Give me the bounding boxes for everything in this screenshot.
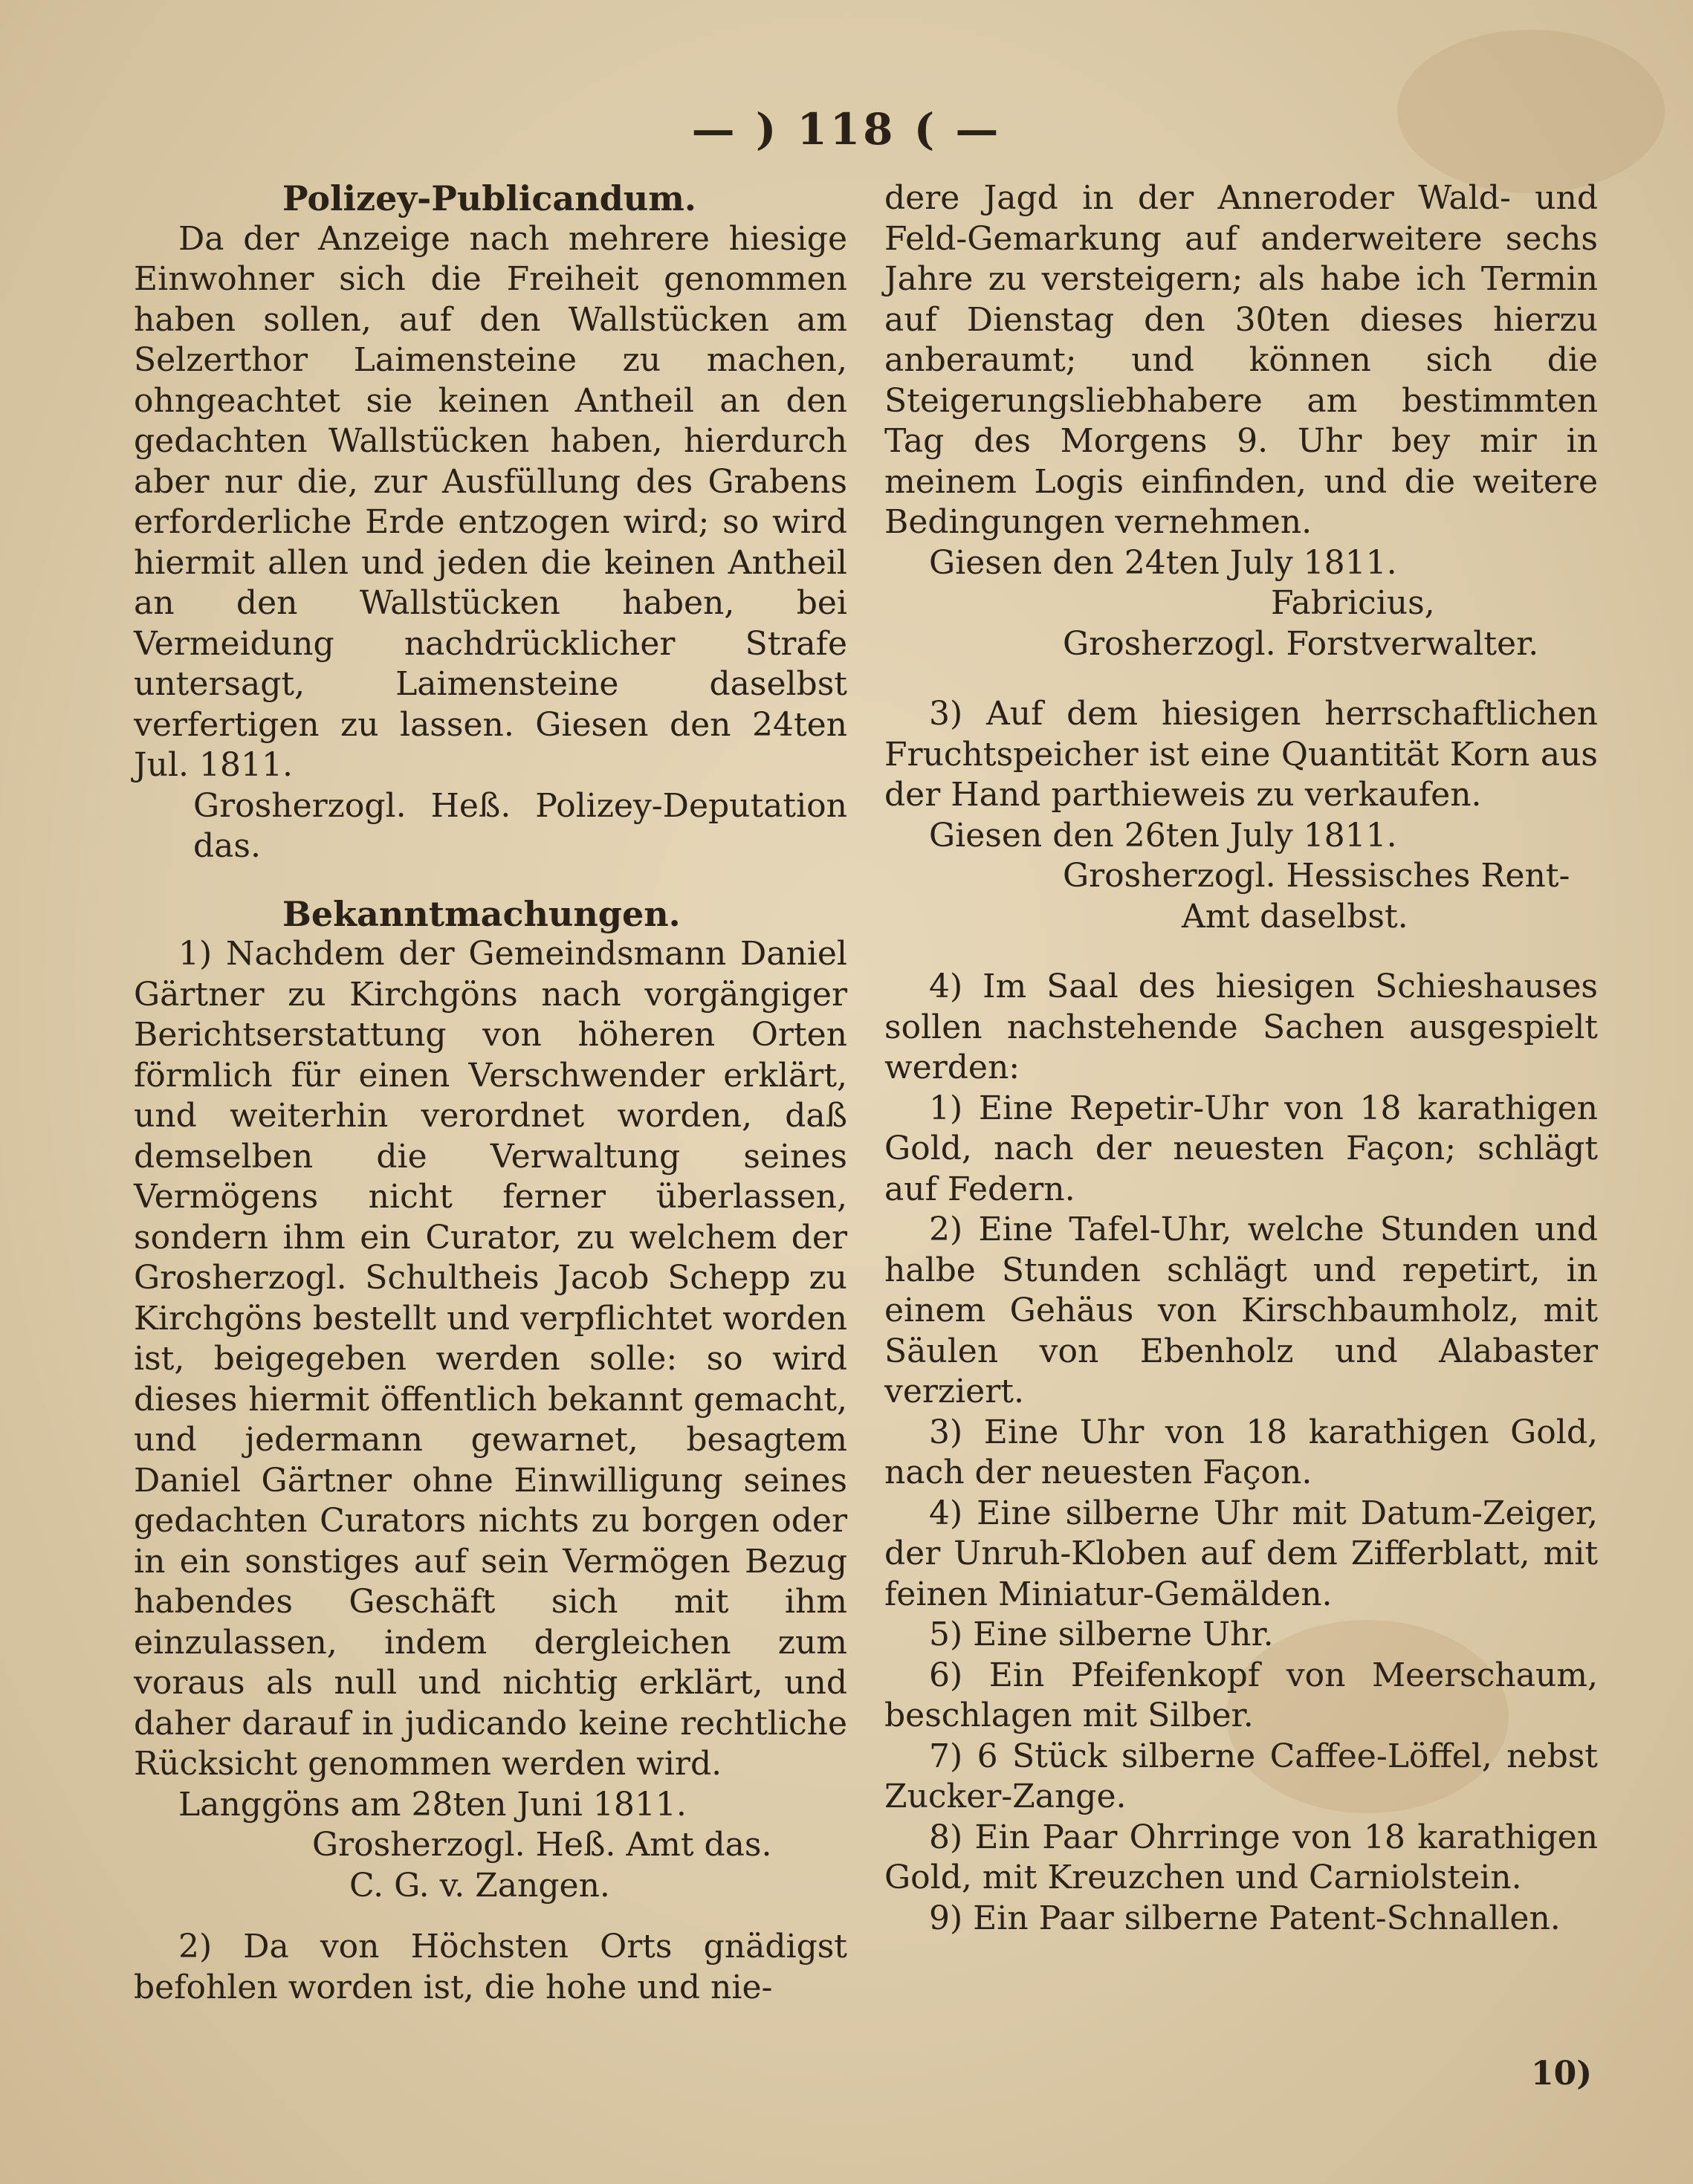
- catchword: 10): [1531, 2055, 1593, 2093]
- lot-item: 7) 6 Stück silberne Caffee-Löffel, nebst Zucker-Zange.: [884, 1737, 1598, 1815]
- lot-item: 4) Eine silberne Uhr mit Datum-Zeiger, der Unruh-Kloben auf dem Zifferblatt, mit feinen Miniatur-Gemälden.: [884, 1494, 1598, 1613]
- lot-item: 6) Ein Pfeifenkopf von Meerschaum, beschlagen mit Silber.: [884, 1656, 1598, 1734]
- announcement-1-body: 1) Nachdem der Gemeindsmann Daniel Gärtner zu Kirchgöns nach vorgängiger Berichtserstattung von höheren Orten förmlich für einen Verschwender erklärt, und weiterhin verordnet worden, daß demselben die Verwaltung seines Vermögens nicht ferner überlassen, sondern ihm ein Curator, zu welchem der Grosherzogl. Schultheis Jacob Schepp zu Kirchgöns bestellt und verpflichtet worden ist, beigegeben werden solle: so wird dieses hiermit öffentlich bekannt gemacht, und jedermann gewarnet, besagtem Daniel Gärtner ohne Einwilligung seines gedachten Curators nichts zu borgen oder in ein sonstiges auf sein Vermögen Bezug habendes Geschäft sich mit ihm einzulassen, indem dergleichen zum voraus als null und nichtig erklärt, und daher darauf in judicando keine rechtliche Rücksicht genommen werden wird.: [134, 935, 847, 1783]
- lot-item: 3) Eine Uhr von 18 karathigen Gold, nach der neuesten Façon.: [884, 1413, 1598, 1491]
- lot-item: 2) Eine Tafel-Uhr, welche Stunden und halbe Stunden schlägt und repetirt, in einem Gehäus von Kirschbaumholz, mit Säulen von Ebenholz und Alabaster verziert.: [884, 1211, 1598, 1410]
- announcement-3-body: 3) Auf dem hiesigen herrschaftlichen Fruchtspeicher ist eine Quantität Korn aus der Hand parthieweis zu verkaufen.: [884, 695, 1598, 814]
- announcement-1-signatory: C. G. v. Zangen.: [349, 1866, 610, 1905]
- lot-item: 9) Ein Paar silberne Patent-Schnallen.: [929, 1899, 1561, 1937]
- police-signature: Grosherzogl. Heß. Polizey-Deputation das.: [193, 786, 847, 865]
- announcement-3-signature-cont: Amt daselbst.: [1182, 897, 1408, 936]
- announcement-2-signatory: Fabricius,: [1271, 584, 1435, 622]
- announcement-1-date: Langgöns am 28ten Juni 1811.: [178, 1785, 687, 1824]
- police-notice-body: Da der Anzeige nach mehrere hiesige Einwohner sich die Freiheit genommen haben sollen, auf den Wallstücken am Selzerthor Laimensteine zu machen, ohngeachtet sie keinen Antheil an den gedachten Wallstücken haben, hierdurch aber nur die, zur Ausfüllung des Grabens erforderliche Erde entzogen wird; so wird hiermit allen und jeden die keinen Antheil an den Wallstücken haben, bei Vermeidung nachdrücklicher Strafe untersagt, Laimensteine daselbst verfertigen zu lassen. Giesen den 24ten Jul. 1811.: [134, 219, 847, 784]
- announcement-4-body: 4) Im Saal des hiesigen Schieshauses sollen nachstehende Sachen ausgespielt werden:: [884, 968, 1598, 1086]
- lot-item: 8) Ein Paar Ohrringe von 18 karathigen Gold, mit Kreuzchen und Carniolstein.: [884, 1818, 1598, 1896]
- announcement-2-date: Giesen den 24ten July 1811.: [929, 543, 1397, 582]
- announcement-2-signature: Grosherzogl. Forstverwalter.: [1063, 624, 1539, 663]
- announcement-3-signature: Grosherzogl. Hessisches Rent-: [1063, 857, 1570, 895]
- announcement-3-date: Giesen den 26ten July 1811.: [929, 816, 1397, 855]
- right-column: [884, 178, 1598, 1939]
- left-column: [134, 178, 847, 2008]
- police-heading: Polizey-Publicandum.: [282, 178, 696, 218]
- announcement-2-start: 2) Da von Höchsten Orts gnädigst befohlen worden ist, die hohe und nie-: [134, 1928, 847, 2006]
- lot-item: 5) Eine silberne Uhr.: [929, 1616, 1274, 1653]
- announcements-heading: Bekanntmachungen.: [282, 893, 681, 934]
- announcement-1-signature: Grosherzogl. Heß. Amt das.: [312, 1826, 772, 1864]
- announcement-2-continued: dere Jagd in der Anneroder Wald- und Feld-Gemarkung auf anderweitere sechs Jahre zu versteigern; als habe ich Termin auf Dienstag den 30ten dieses hierzu anberaumt; und können sich die Steigerungsliebhabere am bestimmten Tag des Morgens 9. Uhr bey mir in meinem Logis einfinden, und die weitere Bedingungen vernehmen.: [884, 179, 1598, 541]
- page-number-header: — ) 118 ( —: [691, 104, 1002, 155]
- lot-item: 1) Eine Repetir-Uhr von 18 karathigen Gold, nach der neuesten Façon; schlägt auf Federn.: [884, 1089, 1598, 1208]
